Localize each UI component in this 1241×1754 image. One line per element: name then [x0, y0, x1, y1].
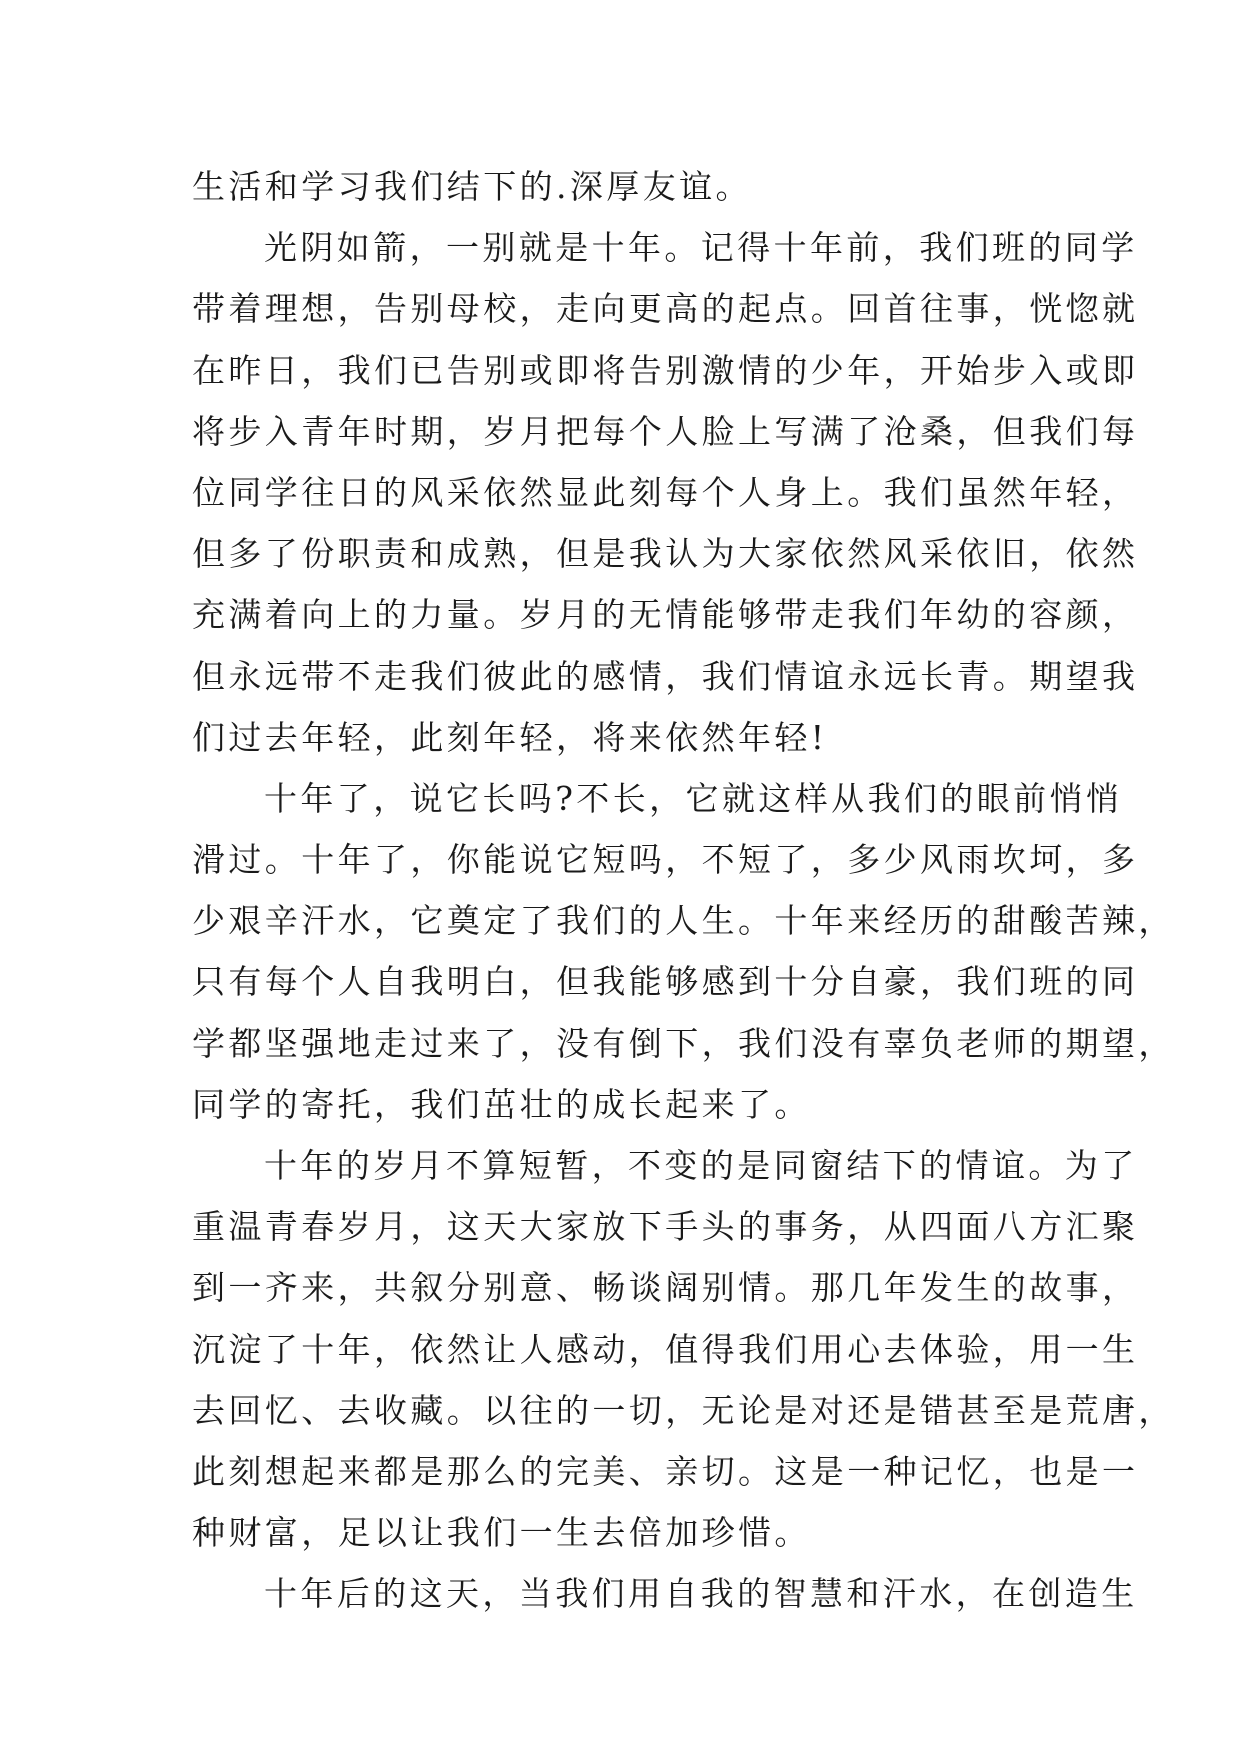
text-line: 学都坚强地走过来了，没有倒下，我们没有辜负老师的期望，	[192, 1023, 1175, 1063]
text-line: 生活和学习我们结下的.深厚友谊。	[192, 167, 752, 206]
text-line: 只有每个人自我明白，但我能够感到十分自豪，我们班的同	[192, 962, 1139, 1002]
text-line: 充满着向上的力量。岁月的无情能够带走我们年幼的容颜，	[192, 595, 1139, 635]
text-line: 重温青春岁月，这天大家放下手头的事务，从四面八方汇聚	[192, 1207, 1139, 1247]
text-line: 此刻想起来都是那么的完美、亲切。这是一种记忆，也是一	[192, 1451, 1139, 1491]
text-line: 到一齐来，共叙分别意、畅谈阔别情。那几年发生的故事，	[192, 1268, 1139, 1308]
text-line: 同学的寄托，我们茁壮的成长起来了。	[192, 1084, 811, 1124]
text-line: 将步入青年时期，岁月把每个人脸上写满了沧桑，但我们每	[192, 411, 1139, 451]
text-line: 十年了，说它长吗?不长，它就这样从我们的眼前悄悄	[264, 778, 1123, 818]
text-line: 光阴如箭，一别就是十年。记得十年前，我们班的同学	[264, 228, 1138, 268]
text-line: 十年后的这天，当我们用自我的智慧和汗水，在创造生	[264, 1574, 1138, 1614]
text-line: 去回忆、去收藏。以往的一切，无论是对还是错甚至是荒唐，	[192, 1390, 1175, 1430]
text-line: 种财富，足以让我们一生去倍加珍惜。	[192, 1513, 811, 1553]
text-line: 少艰辛汗水，它奠定了我们的人生。十年来经历的甜酸苦辣，	[192, 901, 1175, 941]
body-text	[192, 156, 1175, 1625]
text-line: 沉淀了十年，依然让人感动，值得我们用心去体验，用一生	[192, 1329, 1139, 1369]
text-line: 但永远带不走我们彼此的感情，我们情谊永远长青。期望我	[192, 656, 1139, 696]
text-line: 位同学往日的风采依然显此刻每个人身上。我们虽然年轻，	[192, 472, 1139, 512]
text-line: 带着理想，告别母校，走向更高的起点。回首往事，恍惚就	[192, 289, 1139, 329]
text-line: 滑过。十年了，你能说它短吗，不短了，多少风雨坎坷，多	[192, 840, 1139, 880]
text-line: 们过去年轻，此刻年轻，将来依然年轻!	[192, 717, 828, 757]
text-line: 在昨日，我们已告别或即将告别激情的少年，开始步入或即	[192, 350, 1139, 390]
text-line: 十年的岁月不算短暂，不变的是同窗结下的情谊。为了	[264, 1146, 1138, 1185]
text-line: 但多了份职责和成熟，但是我认为大家依然风采依旧，依然	[192, 534, 1139, 574]
